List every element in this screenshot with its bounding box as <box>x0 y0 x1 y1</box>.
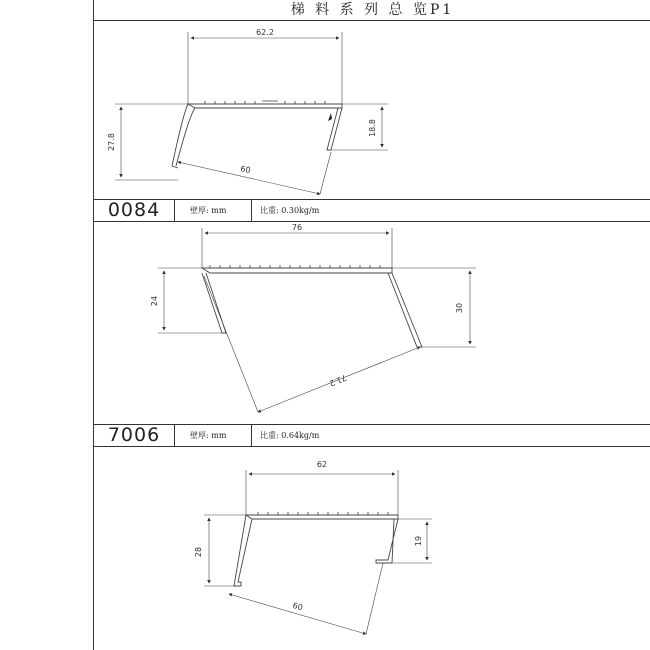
dim-left-height: 28 <box>194 546 203 558</box>
dim-left-height: 24 <box>150 295 159 307</box>
wall-thickness-label: 壁厚: mm <box>174 425 252 446</box>
dim-width: 62 <box>316 460 328 469</box>
dim-slant: 60 <box>239 164 252 176</box>
density-label: 比重: 0.64kg/m <box>260 431 320 440</box>
dim-slant: 60 <box>291 600 304 613</box>
dim-right-height: 18.8 <box>368 119 377 137</box>
dim-width: 76 <box>291 223 303 232</box>
page-title: 梯 料 系 列 总 览P1 <box>94 0 650 21</box>
profile-code: 0084 <box>94 200 175 221</box>
profile-3-drawing <box>204 470 432 634</box>
profile-code: 7006 <box>94 425 175 446</box>
dim-right-height: 30 <box>455 302 464 314</box>
dim-right-height: 19 <box>414 535 423 547</box>
dim-slant: 71.2 <box>327 372 348 388</box>
dim-width: 62.2 <box>256 28 274 37</box>
profile-7006-drawing <box>158 228 476 412</box>
wall-thickness-label: 壁厚: mm <box>174 200 252 221</box>
profile-0084-drawing <box>115 32 388 194</box>
density-label: 比重: 0.30kg/m <box>260 206 320 215</box>
dim-left-height: 27.8 <box>107 133 116 151</box>
